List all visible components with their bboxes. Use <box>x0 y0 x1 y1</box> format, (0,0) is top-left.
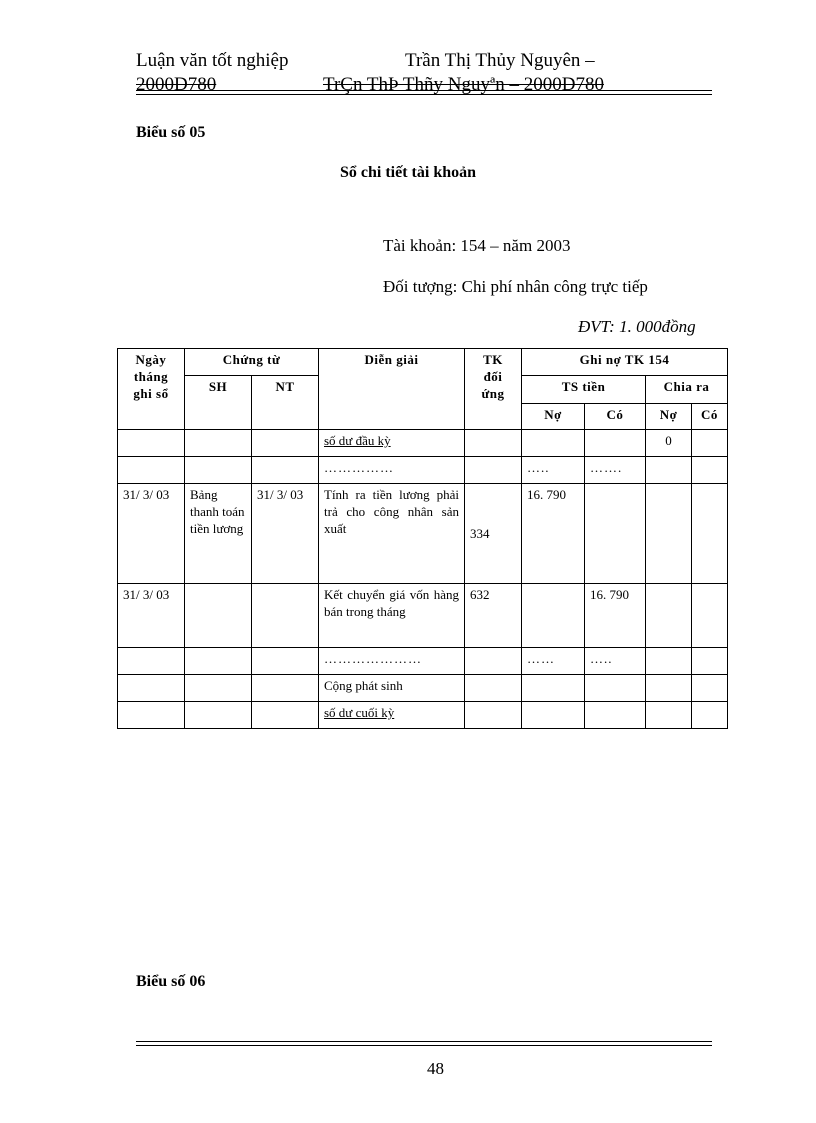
subject-line: Đối tượng: Chi phí nhân công trực tiếp <box>383 277 648 296</box>
header-no-split: Nợ <box>646 404 692 430</box>
header-no: Nợ <box>522 404 585 430</box>
table-row: Cộng phát sinh <box>118 675 728 702</box>
header-right: Trần Thị Thủy Nguyên – <box>405 50 595 71</box>
unit-line: ĐVT: 1. 000đồng <box>578 317 696 336</box>
section-label-06: Biểu số 06 <box>136 973 206 990</box>
footer-rule-bottom <box>136 1045 712 1046</box>
table-row: 31/ 3/ 03 Bảng thanh toán tiền lương 31/ 3/ 03 Tính ra tiền lương phải trả cho công nhân sản xuất 334 16. 790 <box>118 484 728 584</box>
header-co-split: Có <box>692 404 728 430</box>
table-row: 31/ 3/ 03 Kết chuyển giá vốn hàng bán trong tháng 632 16. 790 <box>118 584 728 648</box>
header-debit-group: Ghi nợ TK 154 <box>522 349 728 376</box>
header-chia-ra: Chia ra <box>646 376 728 404</box>
ledger-table <box>117 348 728 729</box>
header-nt: NT <box>252 376 319 430</box>
header-rule-bottom <box>136 94 712 95</box>
table-row: …………… ….. ……. <box>118 457 728 484</box>
header-ts-tien: TS tiền <box>522 376 646 404</box>
header-date: Ngày tháng ghi sổ <box>118 349 185 430</box>
header-line2-a: 2000D780 <box>136 74 217 95</box>
header-left: Luận văn tốt nghiệp <box>136 50 289 71</box>
section-label-05: Biểu số 05 <box>136 124 206 141</box>
header-co: Có <box>585 404 646 430</box>
document-title: Sổ chi tiết tài khoản <box>340 164 477 181</box>
page-number: 48 <box>427 1059 444 1078</box>
header-counter-account: TK đối ứng <box>465 349 522 430</box>
table-row: số dư cuối kỳ <box>118 702 728 729</box>
header-rule-top <box>136 90 712 91</box>
account-line: Tài khoản: 154 – năm 2003 <box>383 236 571 255</box>
table-row: số dư đầu kỳ 0 <box>118 430 728 457</box>
header-sh: SH <box>185 376 252 430</box>
table-row: ………………… …… ….. <box>118 648 728 675</box>
header-description: Diễn giải <box>319 349 465 430</box>
header-line2-b: TrÇn ThÞ Thñy Nguyªn – 2000D780 <box>323 74 604 95</box>
header-voucher: Chứng từ <box>185 349 319 376</box>
footer-rule-top <box>136 1041 712 1042</box>
